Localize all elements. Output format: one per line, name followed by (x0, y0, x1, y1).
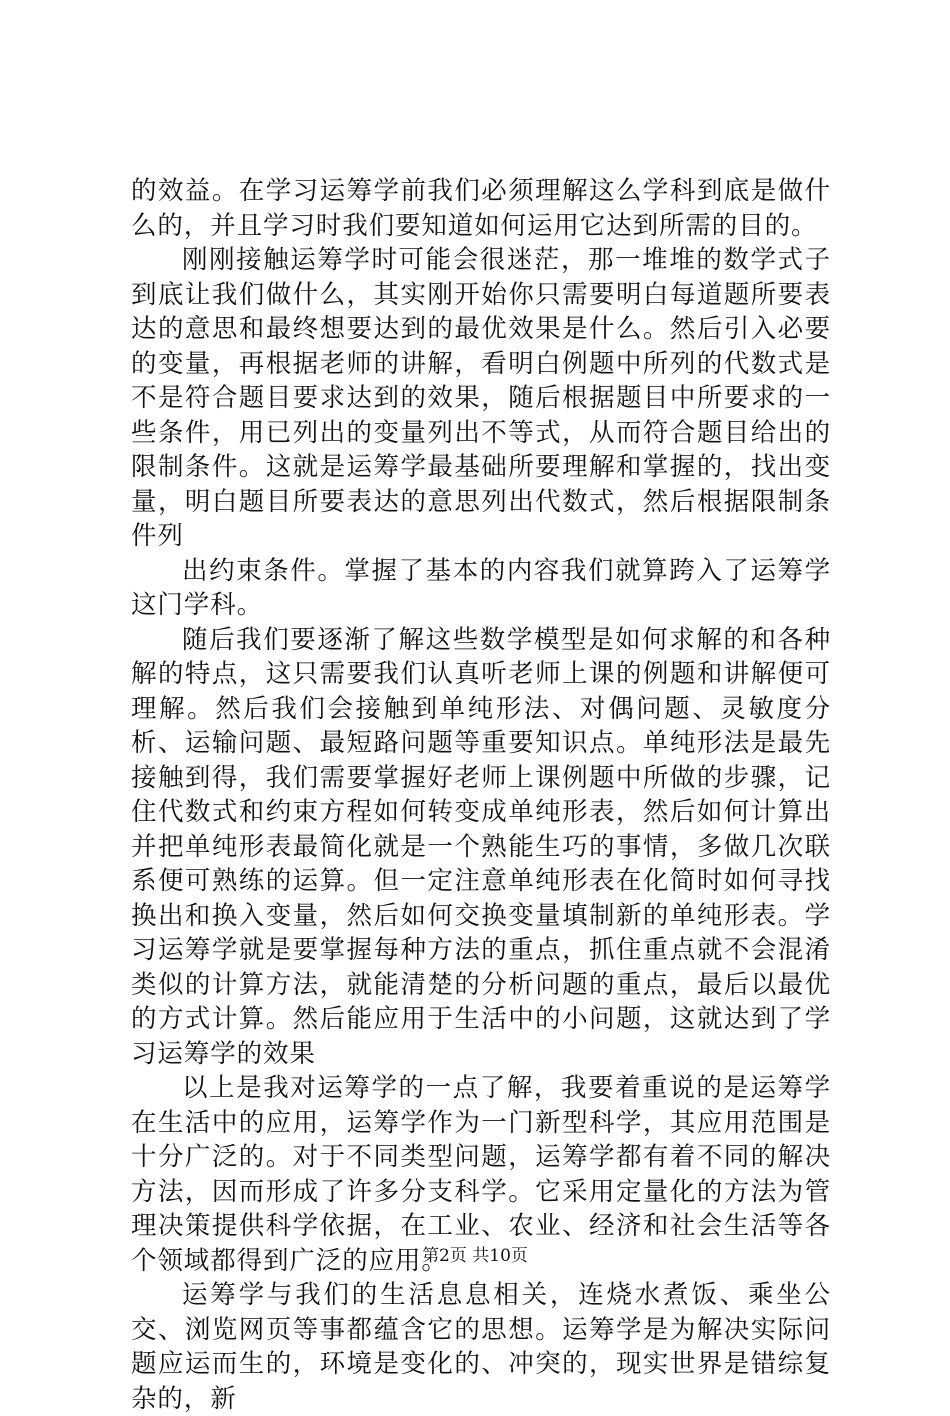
paragraph-1: 的效益。在学习运筹学前我们必须理解这么学科到底是做什么的，并且学习时我们要知道如何运用它达到所需的目的。 (131, 176, 831, 241)
document-body (131, 174, 831, 1416)
paragraph-4: 随后我们要逐渐了解这些数学模型是如何求解的和各种解的特点，这只需要我们认真听老师上课的例题和讲解便可理解。然后我们会接触到单纯形法、对偶问题、灵敏度分析、运输问题、最短路问题等重要知识点。单纯形法是最先接触到得，我们需要掌握好老师上课例题中所做的步骤，记住代数式和约束方程如何转变成单纯形表，然后如何计算出并把单纯形表最简化就是一个熟能生巧的事情，多做几次联系便可熟练的运算。但一定注意单纯形表在化简时如何寻找换出和换入变量，然后如何交换变量填制新的单纯形表。学习运筹学就是要掌握每种方法的重点，抓住重点就不会混淆类似的计算方法，就能清楚的分析问题的重点，最后以最优的方式计算。然后能应用于生活中的小问题，这就达到了学习运筹学的效果 (131, 624, 831, 1069)
paragraph-2: 刚刚接触运筹学时可能会很迷茫，那一堆堆的数学式子到底让我们做什么，其实刚开始你只需要明白每道题所要表达的意思和最终想要达到的最优效果是什么。然后引入必要的变量，再根据老师的讲解，看明白例题中所列的代数式是不是符合题目要求达到的效果，随后根据题目中所要求的一些条件，用已列出的变量列出不等式，从而符合题目给出的限制条件。这就是运筹学最基础所要理解和掌握的，找出变量，明白题目所要表达的意思列出代数式，然后根据限制条件列 (131, 245, 831, 551)
paragraph-3: 出约束条件。掌握了基本的内容我们就算跨入了运筹学这门学科。 (131, 555, 831, 620)
page-footer (0, 1246, 950, 1266)
page-number-label: 第2页 共10页 (422, 1246, 528, 1266)
paragraph-6: 运筹学与我们的生活息息相关，连烧水煮饭、乘坐公交、浏览网页等事都蕴含它的思想。运筹学是为解决实际问题应运而生的，环境是变化的、冲突的，现实世界是错综复杂的，新 (131, 1280, 831, 1414)
paragraph-5: 以上是我对运筹学的一点了解，我要着重说的是运筹学在生活中的应用，运筹学作为一门新型科学，其应用范围是十分广泛的。对于不同类型问题，运筹学都有着不同的解决方法，因而形成了许多分支科学。它采用定量化的方法为管理决策提供科学依据，在工业、农业、经济和社会生活等各个领域都得到广泛的应用。 (131, 1073, 831, 1276)
